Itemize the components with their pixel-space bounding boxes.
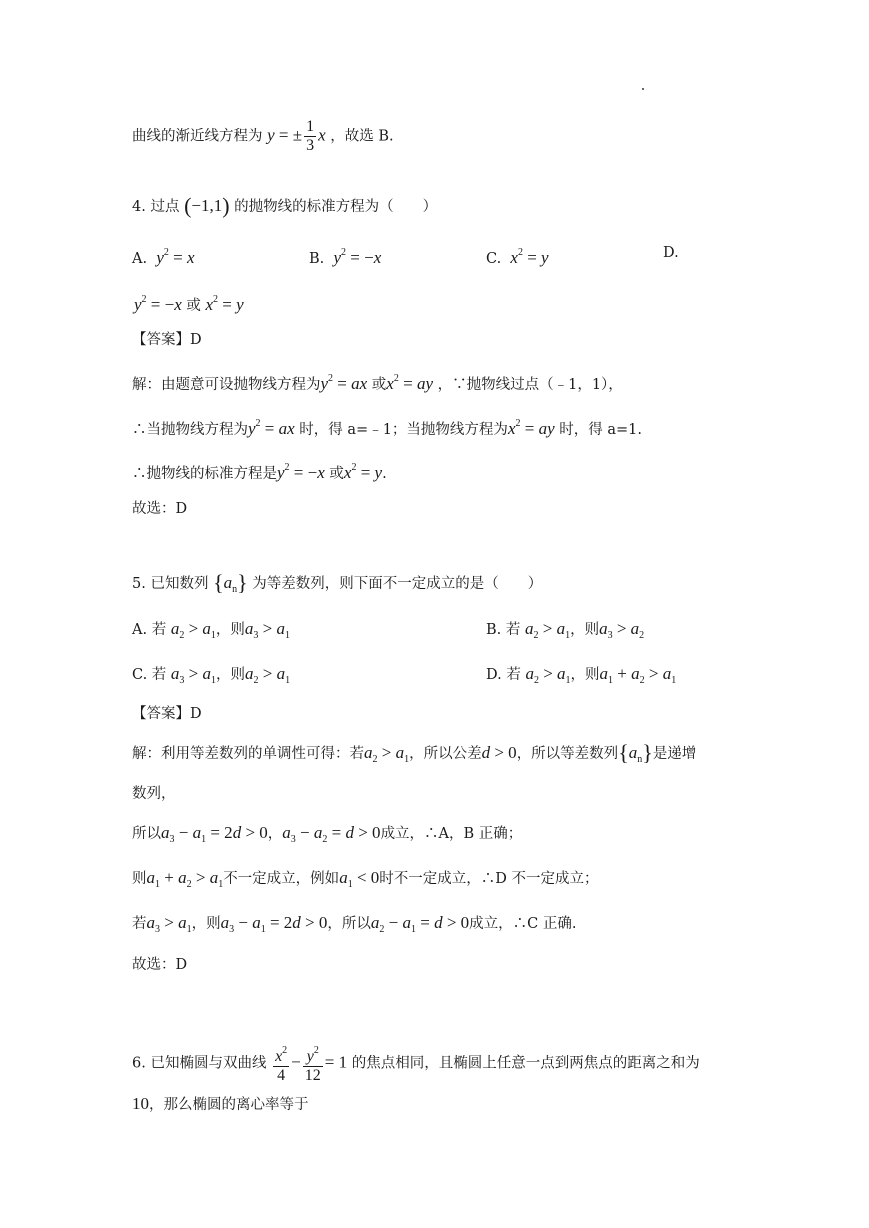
text: ，则	[191, 916, 221, 932]
text: 6. 已知椭圆与双曲线	[132, 1055, 267, 1072]
q4-option-c: C. $x^2 = y$	[486, 247, 549, 267]
math-y: y	[267, 125, 275, 145]
text: 4. 过点	[132, 199, 180, 215]
q4-option-b: B. $y^2 = -x$	[309, 247, 382, 267]
text: 或	[186, 298, 201, 314]
q5-solution-3: 则$a_1 + a_2 > a_1$不一定成立，例如$a_1 < 0$时不一定成立，∴D 不一定成立；	[132, 868, 599, 890]
text: 或	[371, 377, 387, 393]
text: ，则	[215, 622, 245, 638]
q4-solution-1: 解：由题意可设抛物线方程为$y^2$ = ax 或$x^2$ = ay ，∵抛物线过点（﹣1，1），	[132, 373, 623, 393]
q4-option-d: $y^2 = -x$ 或 $x^2 = y$	[134, 294, 244, 314]
q4-answer: 【答案】D	[132, 332, 202, 348]
text: 的抛物线的标准方程为（ ）	[234, 199, 438, 215]
q4-solution-3: ∴抛物线的标准方程是$y^2 = -x$ 或$x^2 = y$.	[132, 462, 387, 482]
frac-den: 3	[306, 137, 315, 154]
text: 曲线的渐近线方程为	[132, 128, 263, 145]
text: ，故选 B.	[330, 128, 394, 145]
q5-choose: 故选：D	[132, 957, 188, 973]
q4-option-a: A. $y^2 = x$	[132, 247, 195, 267]
text: 解：利用等差数列的单调性可得：若	[132, 746, 364, 762]
text: 成立，∴A，B 正确；	[380, 826, 523, 842]
text: 解：由题意可设抛物线方程为	[132, 377, 321, 393]
text: ，所以公差	[409, 746, 482, 762]
option-label: B. 若	[486, 622, 521, 638]
text: 所以	[132, 826, 161, 842]
fraction-x2-over-4: $\frac{x^2}{4}$	[273, 1042, 289, 1085]
text: ∴抛物线的标准方程是	[132, 466, 277, 482]
paren: (	[184, 193, 192, 218]
q5-option-c: C. 若 $a_3 > a_1$，则$a_2 > a_1$	[132, 664, 291, 686]
q5-solution-4: 若$a_3 > a_1$，则$a_3 - a_1 = 2d > 0$，所以$a_2 - a_1 = d > 0$成立，∴C 正确.	[132, 913, 577, 935]
option-label: B.	[309, 251, 325, 267]
text: 或	[329, 466, 344, 482]
q4-option-d-label	[663, 243, 679, 263]
frac-num: 1	[306, 118, 315, 135]
text: ，所以等差数列	[516, 746, 619, 762]
q5-option-d: D. 若 $a_2 > a_1$，则$a_1 + a_2 > a_1$	[486, 664, 677, 686]
math-point: −1,1	[191, 196, 223, 215]
text: 是递增	[652, 746, 697, 762]
fraction-y2-over-12: $\frac{y^2}{12}$	[303, 1042, 323, 1085]
text: 的焦点相同，且椭圆上任意一点到两焦点的距离之和为	[351, 1055, 700, 1072]
text: ∴当抛物线方程为	[132, 422, 248, 438]
text: ，则	[570, 667, 600, 683]
text: .	[382, 466, 387, 482]
page-mark-dot	[642, 88, 644, 90]
q4-stem	[132, 193, 438, 218]
math-pm: = ±	[274, 125, 303, 145]
option-label: D.	[663, 245, 679, 261]
paren: )	[222, 193, 230, 218]
q5-answer: 【答案】D	[132, 706, 202, 722]
text: 时不一定成立，∴D 不一定成立；	[379, 871, 599, 887]
option-label: C.	[486, 251, 502, 267]
prev-solution-line	[132, 118, 394, 155]
text: 时，得 a=1.	[559, 422, 642, 438]
text: 时，得 a=﹣1；当抛物线方程为	[299, 422, 508, 438]
text: 成立，∴C 正确.	[469, 916, 577, 932]
text: 5. 已知数列	[132, 576, 209, 592]
q4-solution-2: ∴当抛物线方程为$y^2$ = ax 时，得 a=﹣1；当抛物线方程为$x^2$ = ay 时，得 a=1.	[132, 418, 642, 438]
q5-option-a: A. 若 $a_2 > a_1$，则$a_3 > a_1$	[132, 619, 290, 641]
q6-stem-cont	[132, 1094, 309, 1115]
text: ，那么椭圆的离心率等于	[149, 1097, 309, 1113]
text: ，所以	[327, 916, 371, 932]
option-label: A. 若	[132, 622, 167, 638]
q4-choose: 故选：D	[132, 501, 188, 517]
q5-solution-2: 所以$a_3 - a_1 = 2d > 0$，$a_3 - a_2 = d > 0$成立，∴A，B 正确；	[132, 823, 523, 845]
math-x: x	[318, 125, 326, 145]
option-label: C. 若	[132, 667, 167, 683]
q6-stem: 6. 已知椭圆与双曲线 $\frac{x^2}{4}$ − $\frac{y^2}{12}$ = 1 的焦点相同，且椭圆上任意一点到两焦点的距离之和为	[132, 1042, 700, 1085]
q5-option-b: B. 若 $a_2 > a_1$，则$a_3 > a_2$	[486, 619, 645, 641]
fraction-one-third	[304, 118, 316, 155]
q5-stem: 5. 已知数列 $\{a_n\}$ 为等差数列，则下面不一定成立的是（ ）	[132, 570, 543, 595]
text: ，∵抛物线过点（﹣1，1），	[437, 377, 623, 393]
q5-solution-1: 解：利用等差数列的单调性可得：若$a_2 > a_1$，所以公差d > 0，所以等差数列$\{a_n\}$是递增	[132, 740, 697, 765]
q5-solution-1-cont: 数列，	[132, 786, 176, 802]
text: 为等差数列，则下面不一定成立的是（ ）	[252, 576, 543, 592]
text: 则	[132, 871, 147, 887]
option-label: A.	[132, 251, 148, 267]
text: 若	[132, 916, 147, 932]
text: ，则	[216, 667, 245, 683]
text: 不一定成立，例如	[223, 871, 340, 887]
math-ten: 10	[132, 1094, 149, 1113]
text: ，则	[570, 622, 600, 638]
option-label: D. 若	[486, 667, 521, 683]
